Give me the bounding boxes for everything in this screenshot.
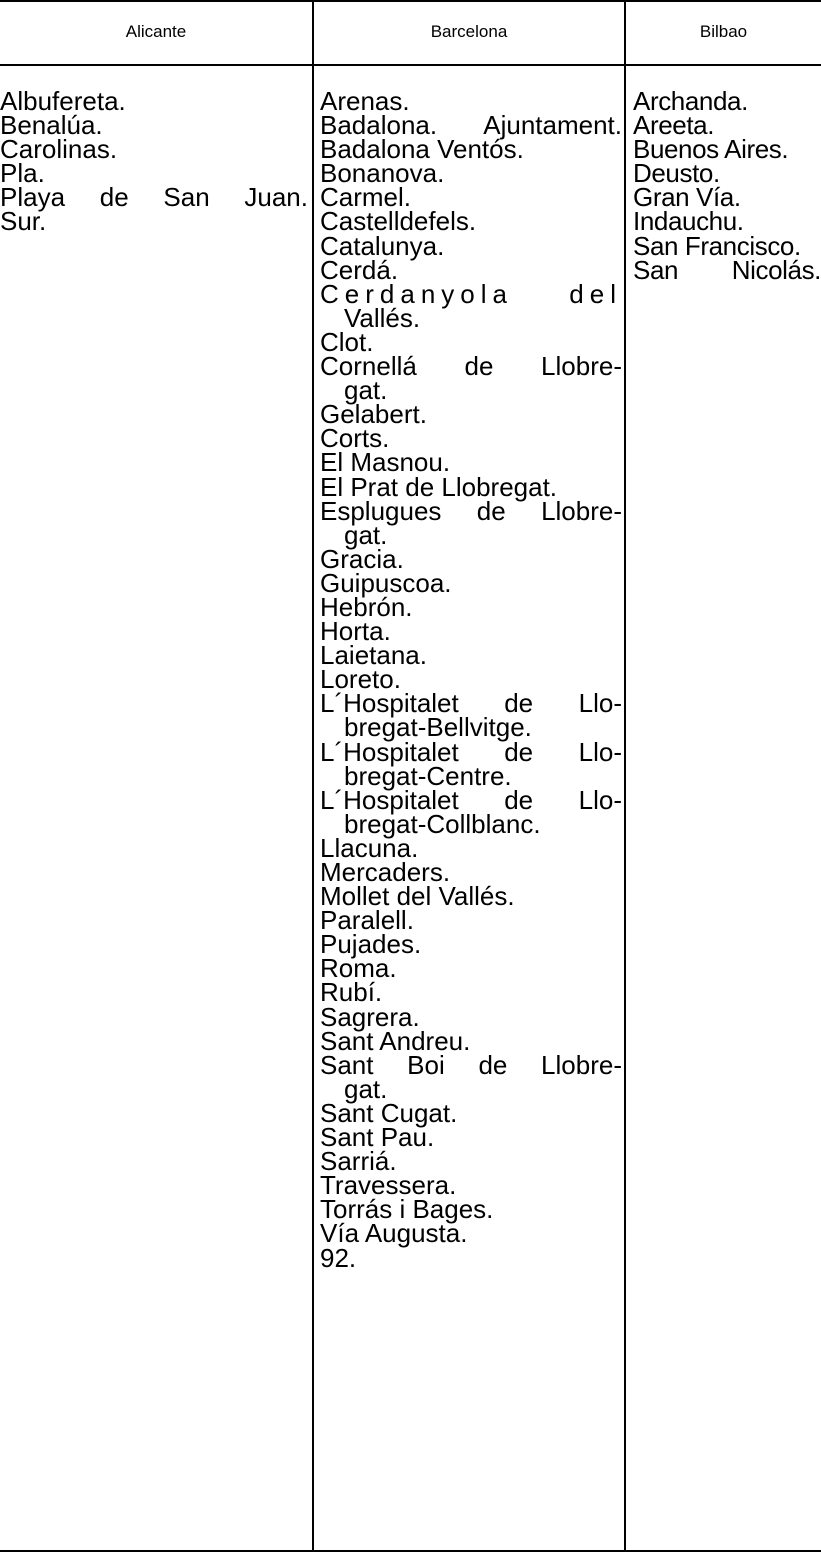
list-item: L´Hospitalet de Llo- [320, 784, 622, 815]
list-item: Castelldefels. [320, 206, 477, 237]
list-item: L´Hospitalet de Llo- [320, 736, 622, 767]
barcelona-list [320, 86, 622, 1273]
list-item: Sagrera. [320, 1001, 420, 1032]
list-item: Bonanova. [320, 158, 445, 189]
list-item: gat. [344, 1073, 388, 1104]
list-item: Torrás i Bages. [320, 1194, 494, 1225]
list-item: Clot. [320, 326, 374, 357]
list-item: El Prat de Llobregat. [320, 471, 558, 502]
alicante-list [0, 86, 308, 237]
list-item: Vía Augusta. [320, 1218, 468, 1249]
list-item: Arenas. [320, 86, 410, 116]
list-item: San Nicolás. [633, 254, 821, 285]
list-item: Guipuscoa. [320, 567, 452, 598]
list-item: Carmel. [320, 182, 412, 213]
list-item: Badalona Ventós. [320, 134, 524, 165]
list-item: Vallés. [344, 302, 421, 333]
list-item: Hebrón. [320, 591, 413, 622]
table-bottom-rule [0, 1550, 821, 1552]
list-item: Sant Boi de Llobre- [320, 1049, 622, 1080]
column-header-barcelona: Barcelona [430, 22, 508, 41]
column-header-alicante: Alicante [125, 22, 187, 41]
list-item: Carolinas. [0, 134, 118, 165]
list-item: Travessera. [320, 1170, 457, 1201]
list-item: Cornellá de Llobre- [320, 351, 622, 382]
list-item: Horta. [320, 616, 391, 647]
column-header-bilbao: Bilbao [699, 22, 748, 41]
list-item: Roma. [320, 953, 397, 984]
list-item: Sant Cugat. [320, 1097, 458, 1128]
list-item: 92. [320, 1242, 357, 1273]
list-item: Llacuna. [320, 832, 419, 863]
list-item: Gelabert. [320, 399, 427, 430]
list-item: Mollet del Vallés. [320, 881, 515, 912]
list-item: Buenos Aires. [633, 134, 789, 165]
list-item: bregat-Bellvitge. [344, 712, 532, 743]
list-item: El Masnou. [320, 447, 451, 478]
list-item: Indauchu. [633, 206, 744, 237]
bilbao-list [633, 86, 821, 285]
list-item: Deusto. [633, 158, 720, 189]
list-item: Sarriá. [320, 1146, 397, 1177]
list-item: Sant Andreu. [320, 1025, 471, 1056]
list-item: Gracia. [320, 543, 404, 574]
list-item: Mercaders. [320, 857, 451, 887]
list-item: Esplugues de Llobre- [320, 495, 622, 526]
list-item: Gran Vía. [633, 182, 741, 213]
list-item: L´Hospitalet de Llo- [320, 688, 622, 719]
list-item: bregat-Collblanc. [344, 808, 541, 839]
column-divider [624, 0, 626, 1552]
list-item: Loreto. [320, 664, 401, 695]
list-item: Corts. [320, 423, 390, 454]
list-item: gat. [344, 375, 388, 406]
list-item: Cerdanyola del [320, 278, 622, 309]
list-item: Playa de San Juan. [0, 182, 308, 213]
list-item: gat. [344, 519, 388, 550]
list-item: Sur. [0, 206, 47, 237]
list-item: Cerdá. [320, 254, 399, 285]
table-header-rule [0, 64, 821, 66]
list-item: Archanda. [633, 86, 748, 116]
column-divider [312, 0, 314, 1552]
list-item: Pla. [0, 158, 45, 189]
list-item: Badalona. Ajuntament. [320, 110, 622, 141]
list-item: Pujades. [320, 929, 422, 960]
list-item: Paralell. [320, 905, 414, 936]
list-item: Albufereta. [0, 86, 126, 116]
list-item: Laietana. [320, 640, 427, 671]
list-item: Sant Pau. [320, 1122, 435, 1153]
list-item: Benalúa. [0, 110, 103, 141]
list-item: bregat-Centre. [344, 760, 512, 791]
list-item: Areeta. [633, 110, 715, 141]
list-item: Catalunya. [320, 230, 445, 261]
list-item: San Francisco. [633, 230, 801, 261]
list-item: Rubí. [320, 977, 383, 1008]
